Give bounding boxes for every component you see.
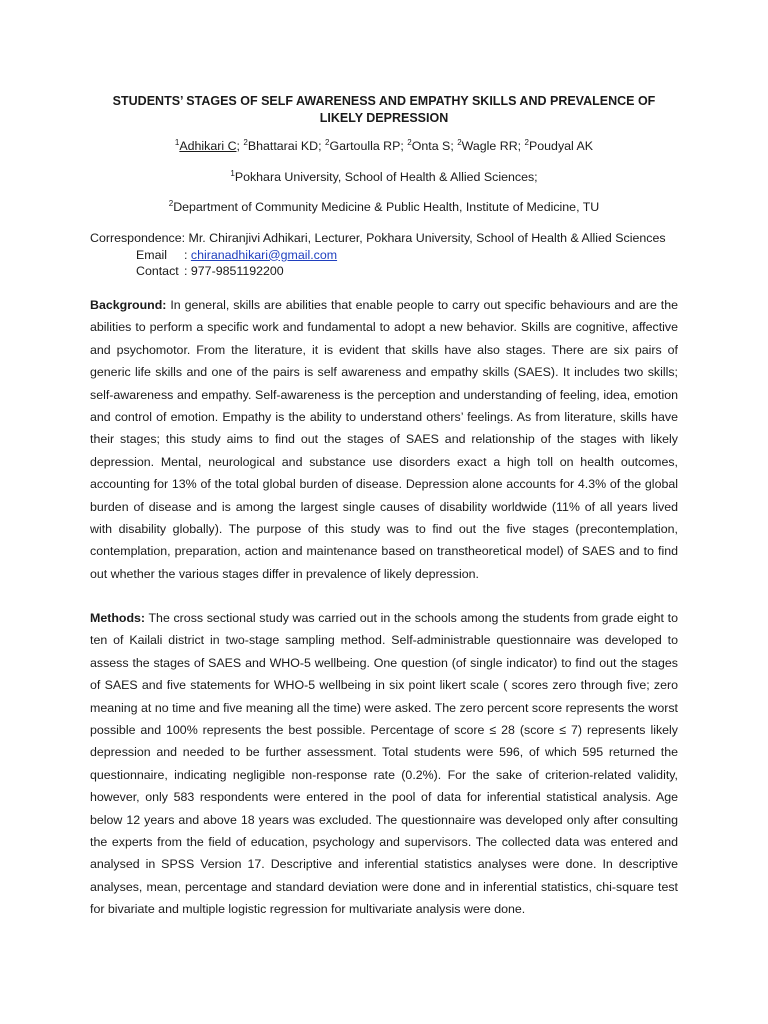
methods-paragraph [90, 607, 678, 921]
email-separator: : [184, 247, 191, 262]
affiliation-2-text: Department of Community Medicine & Public Health, Institute of Medicine, TU [173, 200, 600, 214]
author-5-name: Wagle RR [461, 139, 518, 153]
author-2-name: Bhattarai KD [247, 139, 319, 153]
author-3-name: Gartoulla RP [329, 139, 401, 153]
author-5-affiliation-mark: 2 [457, 138, 462, 147]
affiliation-1 [0, 169, 768, 186]
author-separator: ; [517, 139, 525, 153]
affiliation-2 [0, 199, 768, 216]
author-separator: ; [400, 139, 408, 153]
author-list [0, 138, 768, 155]
contact-label: Contact [136, 264, 179, 278]
author-3-affiliation-mark: 2 [325, 138, 330, 147]
affiliation-1-mark: 1 [230, 169, 235, 178]
author-4-affiliation-mark: 2 [407, 138, 412, 147]
background-paragraph [90, 294, 678, 585]
background-text: In general, skills are abilities that enable people to carry out specific behaviours and are the abilities to perform a specific work and fundamental to adopt a new behavior. Skills are cognitive, affective and psychomotor. From the literature, it is evident that skills have also stages. There are six pairs of generic life skills and one of the pairs is self awareness and empathy skills (SAES). It includes two skills; self-awareness and empathy. Self-awareness is the perception and understanding of feeling, idea, emotion and control of emotion. Empathy is the ability to understand others’ feelings. As from literature, skills have their stages; this study aims to find out the stages of SAES and relationship of the stages with likely depression. Mental, neurological and substance use disorders exact a high toll on health outcomes, accounting for 13% of the total global burden of disease. Depression alone accounts for 4.3% of the global burden of disease and is among the largest single causes of disability worldwide (11% of all years lived with disability globally). The purpose of this study was to find out the five stages (precontemplation, contemplation, preparation, action and maintenance based on transtheoretical model) of SAES and to find out whether the various stages differ in prevalence of likely depression. [90, 298, 678, 581]
background-heading: Background: [90, 298, 167, 312]
methods-text: The cross sectional study was carried out in the schools among the students from grade eight to ten of Kailali district in two-stage sampling method. Self-administrable questionnaire was developed to assess the stages of SAES and WHO-5 wellbeing. One question (of single indicator) to find out the stages of SAES and five statements for WHO-5 wellbeing in six point likert scale ( scores zero through five; zero meaning at no time and five meaning all the time) were asked. The zero percent score represents the worst possible and 100% represents the best possible. Percentage of score ≤ 28 (score ≤ 7) represents likely depression and needed to be further assessment. Total students were 596, of which 595 returned the questionnaire, indicating negligible non-response rate (0.2%). For the sake of criterion-related validity, however, only 583 respondents were entered in the pool of data for inferential statistical analysis. Age below 12 years and above 18 years was excluded. The questionnaire was developed only after consulting the experts from the field of education, psychology and supervisors. The collected data was entered and analysed in SPSS Version 17. Descriptive and inferential statistics analyses were done. In descriptive analyses, mean, percentage and standard deviation were done and in inferential statistics, chi-square test for bivariate and multiple logistic regression for multivariate analysis were done. [90, 611, 678, 917]
author-separator: ; [450, 139, 458, 153]
author-separator: ; [236, 139, 244, 153]
email-line [90, 247, 690, 264]
paper-title: STUDENTS’ STAGES OF SELF AWARENESS AND EMPATHY SKILLS AND PREVALENCE OF LIKELY DEPRESSION [112, 94, 656, 125]
author-1-affiliation-mark: 1 [174, 138, 180, 147]
methods-heading: Methods: [90, 611, 146, 625]
author-6-affiliation-mark: 2 [524, 138, 529, 147]
affiliation-2-mark: 2 [168, 199, 174, 208]
correspondence-label: Correspondence: [90, 231, 186, 245]
email-label: Email [136, 247, 167, 262]
author-separator: ; [318, 139, 325, 153]
affiliation-1-text: Pokhara University, School of Health & Allied Sciences; [234, 170, 538, 184]
contact-number: 977-9851192200 [190, 264, 284, 278]
author-6-name: Poudyal AK [529, 139, 594, 153]
correspondence-line [90, 230, 690, 247]
email-link[interactable]: chiranadhikari@gmail.com [190, 247, 338, 262]
contact-separator: : [184, 264, 191, 278]
correspondence-text: Mr. Chiranjivi Adhikari, Lecturer, Pokhara University, School of Health & Allied Sciences [185, 231, 666, 245]
author-1-name: Adhikari C [179, 139, 237, 153]
contact-line [90, 263, 690, 280]
author-2-affiliation-mark: 2 [243, 138, 248, 147]
correspondence-block [90, 230, 690, 280]
author-4-name: Onta S [411, 139, 451, 153]
